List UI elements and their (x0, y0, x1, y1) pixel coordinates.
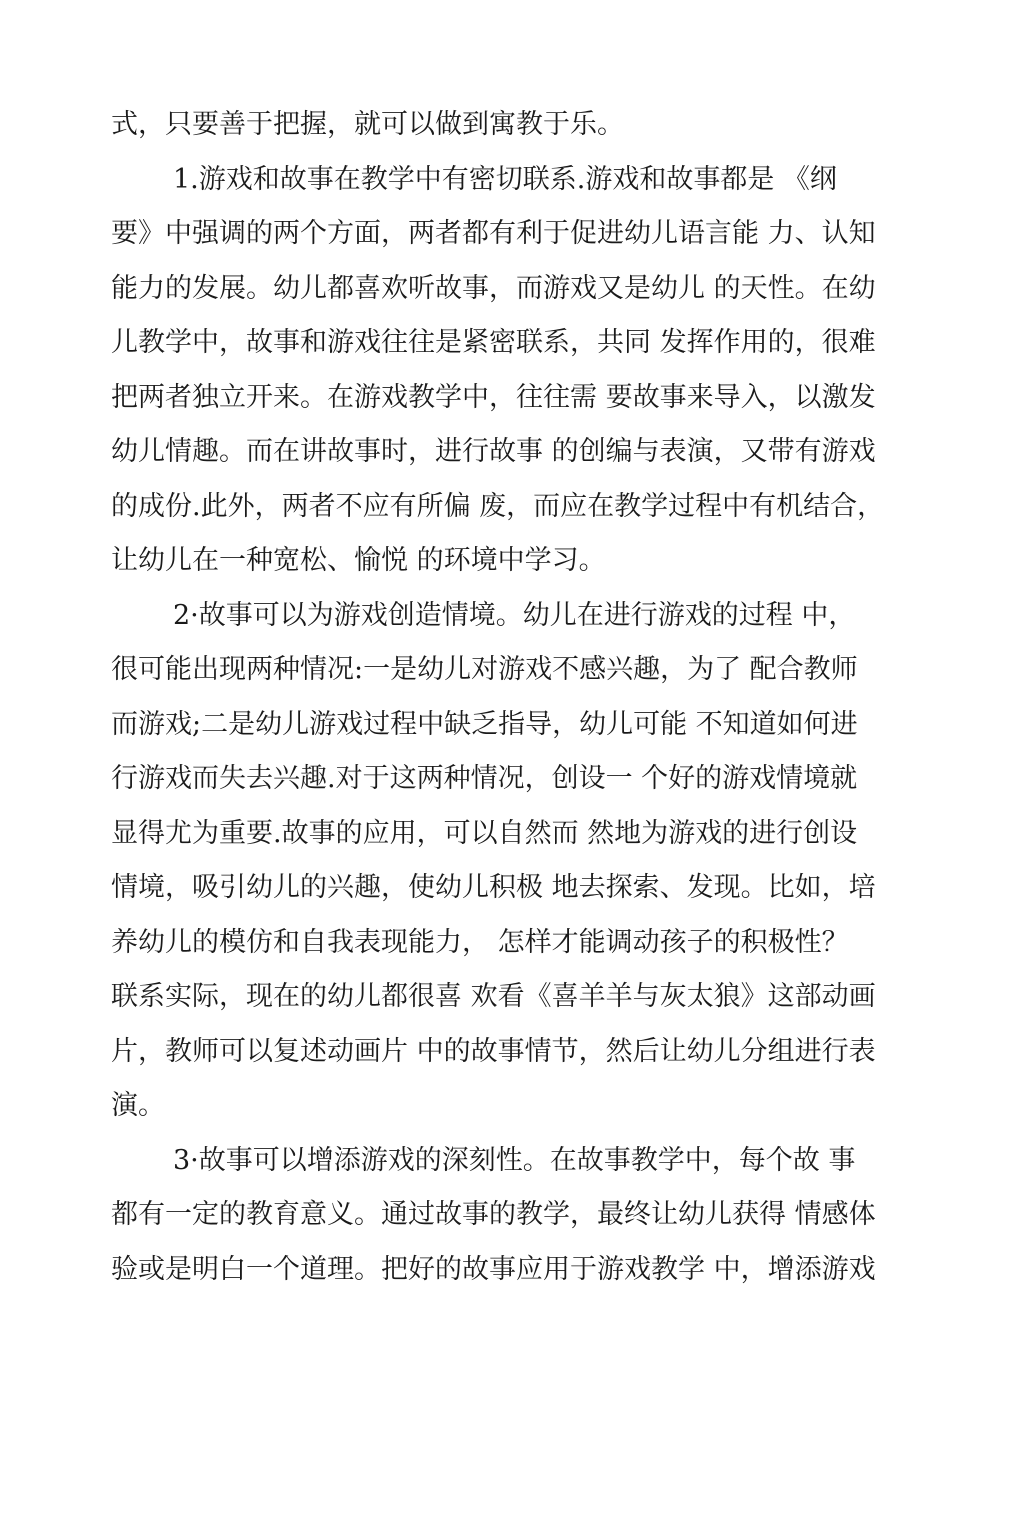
text-line: 要》中强调的两个方面，两者都有利于促进幼儿语言能 力、认知 (111, 218, 876, 249)
text-line: 演。 (111, 1090, 165, 1121)
text-line: 片，教师可以复述动画片 中的故事情节，然后让幼儿分组进行表 (111, 1035, 876, 1067)
text-line: 能力的发展。幼儿都喜欢听故事，而游戏又是幼儿 的天性。在幼 (111, 272, 876, 304)
text-line: 联系实际，现在的幼儿都很喜 欢看《喜羊羊与灰太狼》这部动画 (111, 981, 876, 1012)
text-line: 显得尤为重要.故事的应用，可以自然而 然地为游戏的进行创设 (111, 817, 858, 849)
text-line: 而游戏;二是幼儿游戏过程中缺乏指导，幼儿可能 不知道如何进 (111, 708, 858, 740)
text-line: 幼儿情趣。而在讲故事时，进行故事 的创编与表演，又带有游戏 (111, 436, 876, 467)
text-line: 把两者独立开来。在游戏教学中，往往需 要故事来导入，以激发 (111, 381, 876, 413)
body-text (111, 98, 921, 1297)
text-line: 行游戏而失去兴趣.对于这两种情况，创设一 个好的游戏情境就 (111, 763, 858, 794)
text-line: 让幼儿在一种宽松、愉悦 的环境中学习。 (111, 545, 606, 576)
text-line: 情境，吸引幼儿的兴趣，使幼儿积极 地去探索、发现。比如，培 (111, 872, 876, 903)
text-line: 的成份.此外，两者不应有所偏 废，而应在教学过程中有机结合， (111, 490, 885, 522)
text-line: 养幼儿的模仿和自我表现能力， 怎样才能调动孩子的积极性？ (111, 926, 849, 958)
text-line: 很可能出现两种情况:一是幼儿对游戏不感兴趣，为了 配合教师 (111, 654, 858, 685)
paragraph-3-start: 3·故事可以增添游戏的深刻性。在故事教学中，每个故 事 (173, 1144, 856, 1176)
text-line: 验或是明白一个道理。把好的故事应用于游戏教学 中，增添游戏 (111, 1253, 876, 1285)
text-line: 式，只要善于把握，就可以做到寓教于乐。 (111, 109, 624, 140)
paragraph-1-start: 1.游戏和故事在教学中有密切联系.游戏和故事都是 《纲 (173, 163, 837, 195)
paragraph-2-start: 2·故事可以为游戏创造情境。幼儿在进行游戏的过程 中， (173, 599, 856, 631)
text-line: 都有一定的教育意义。通过故事的教学，最终让幼儿获得 情感体 (111, 1199, 876, 1230)
text-line: 儿教学中，故事和游戏往往是紧密联系，共同 发挥作用的，很难 (111, 327, 876, 358)
